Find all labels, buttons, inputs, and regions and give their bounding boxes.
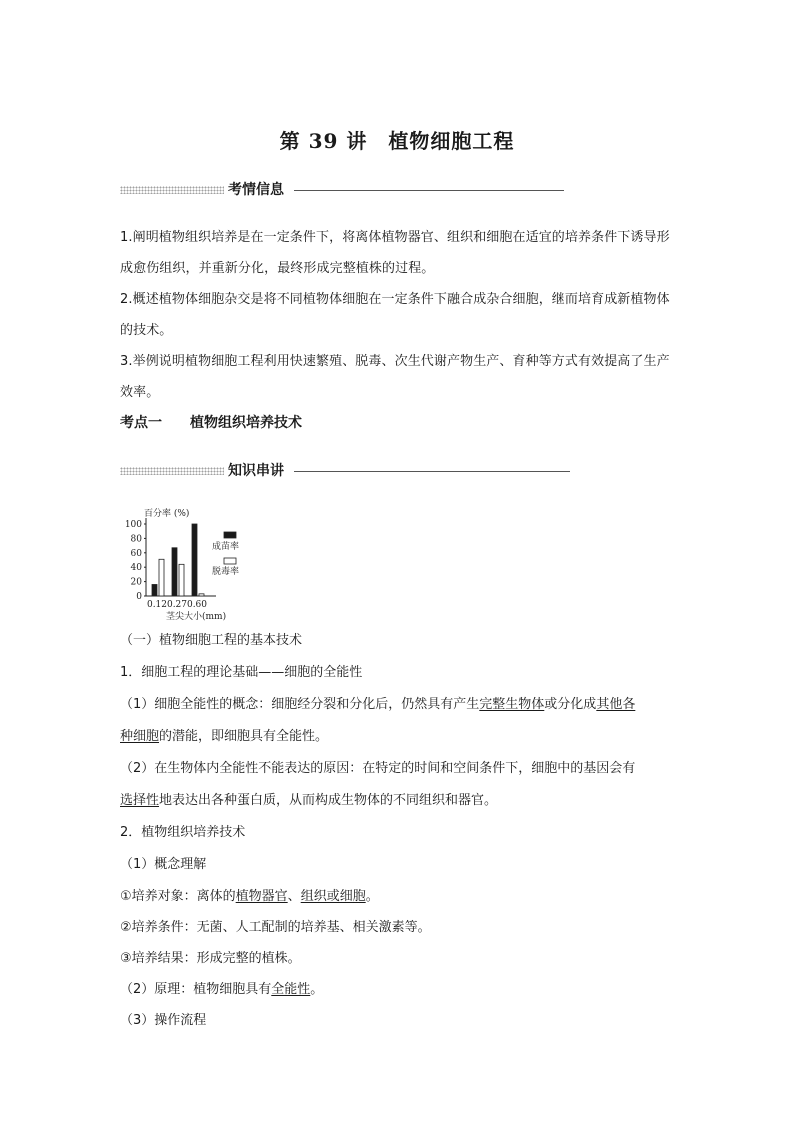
y-tick-label: 60 — [130, 548, 142, 559]
underlined-answer: 全能性 — [271, 982, 311, 997]
legend-swatch-virus-free-rate — [224, 558, 236, 564]
part-heading: （一）植物细胞工程的基本技术 — [120, 633, 303, 648]
section-header-rule — [294, 190, 564, 191]
objective-3: 3.举例说明植物细胞工程利用快速繁殖、脱毒、次生代谢产物生产、育种等方式有效提高了生产效率。 — [120, 354, 670, 400]
legend-label-virus-free-rate: 脱毒率 — [212, 567, 240, 577]
section-header-exam-info — [120, 180, 450, 202]
underlined-answer: 植物器官 — [235, 889, 288, 904]
dotted-decoration — [120, 467, 224, 475]
x-axis-label: 茎尖大小(mm) — [166, 612, 227, 622]
bar-virus-free-rate — [159, 559, 164, 596]
y-axis-label: 百分率 (%) — [144, 509, 190, 519]
y-tick-label: 100 — [124, 520, 142, 530]
bar-chart-svg — [118, 506, 258, 624]
item-1: ①培养对象：离体的植物器官、组织或细胞。 — [120, 889, 379, 904]
paragraph-2-line-1: （2）在生物体内全能性不能表达的原因：在特定的时间和空间条件下，细胞中的基因会有 — [120, 761, 636, 776]
y-tick-label: 40 — [130, 563, 142, 574]
item-2: ②培养条件：无菌、人工配制的培养基、相关激素等。 — [120, 920, 431, 935]
bar-virus-free-rate — [199, 594, 204, 596]
underlined-answer: 完整生物体 — [479, 697, 545, 712]
kaodian-heading — [120, 412, 302, 434]
legend-label-seedling-rate: 成苗率 — [212, 542, 240, 552]
procedure-heading: （3）操作流程 — [120, 1013, 207, 1028]
kaodian-title: 植物组织培养技术 — [190, 415, 302, 431]
item-3: ③培养结果：形成完整的植株。 — [120, 951, 301, 966]
bar-seedling-rate — [172, 548, 177, 596]
section-header-knowledge — [120, 461, 450, 483]
bar-seedling-rate — [192, 524, 197, 596]
section-header-label: 考情信息 — [228, 182, 284, 198]
underlined-answer: 组织或细胞 — [300, 889, 366, 904]
bar-virus-free-rate — [179, 564, 184, 596]
paragraph-1-line-2: 种细胞的潜能，即细胞具有全能性。 — [120, 729, 329, 744]
heading-1: 1．细胞工程的理论基础——细胞的全能性 — [120, 665, 363, 680]
paragraph-1-line-1: （1）细胞全能性的概念：细胞经分裂和分化后，仍然具有产生完整生物体或分化成其他各 — [120, 697, 636, 712]
x-tick-label: 0.12 — [146, 600, 168, 610]
legend-swatch-seedling-rate — [224, 532, 236, 538]
y-tick-label: 0 — [136, 592, 142, 602]
page-title: 第 39 讲 植物细胞工程 — [279, 129, 515, 153]
underlined-answer: 种细胞 — [120, 729, 160, 744]
x-tick-label: 0.27 — [166, 600, 188, 610]
bar-seedling-rate — [152, 584, 157, 596]
x-tick-label: 0.60 — [186, 600, 208, 610]
paragraph-2-line-2: 选择性地表达出各种蛋白质，从而构成生物体的不同组织和器官。 — [120, 793, 498, 808]
kaodian-label: 考点一 — [120, 415, 162, 431]
section-header-rule — [294, 471, 570, 472]
section-header-label: 知识串讲 — [228, 463, 284, 479]
bar-chart — [118, 506, 258, 624]
objective-2: 2.概述植物体细胞杂交是将不同植物体细胞在一定条件下融合成杂合细胞，继而培育成新植物体的技术。 — [120, 292, 670, 338]
concept-heading: （1）概念理解 — [120, 857, 207, 872]
dotted-decoration — [120, 186, 224, 194]
heading-2: 2．植物组织培养技术 — [120, 825, 246, 840]
principle-line: （2）原理：植物细胞具有全能性。 — [120, 982, 324, 997]
underlined-answer: 其他各 — [596, 697, 636, 712]
objective-1: 1.阐明植物组织培养是在一定条件下，将离体植物器官、组织和细胞在适宜的培养条件下诱导形成愈伤组织，并重新分化，最终形成完整植株的过程。 — [120, 230, 670, 276]
y-tick-label: 20 — [130, 577, 142, 588]
underlined-answer: 选择性 — [120, 793, 160, 808]
y-tick-label: 80 — [130, 534, 142, 545]
